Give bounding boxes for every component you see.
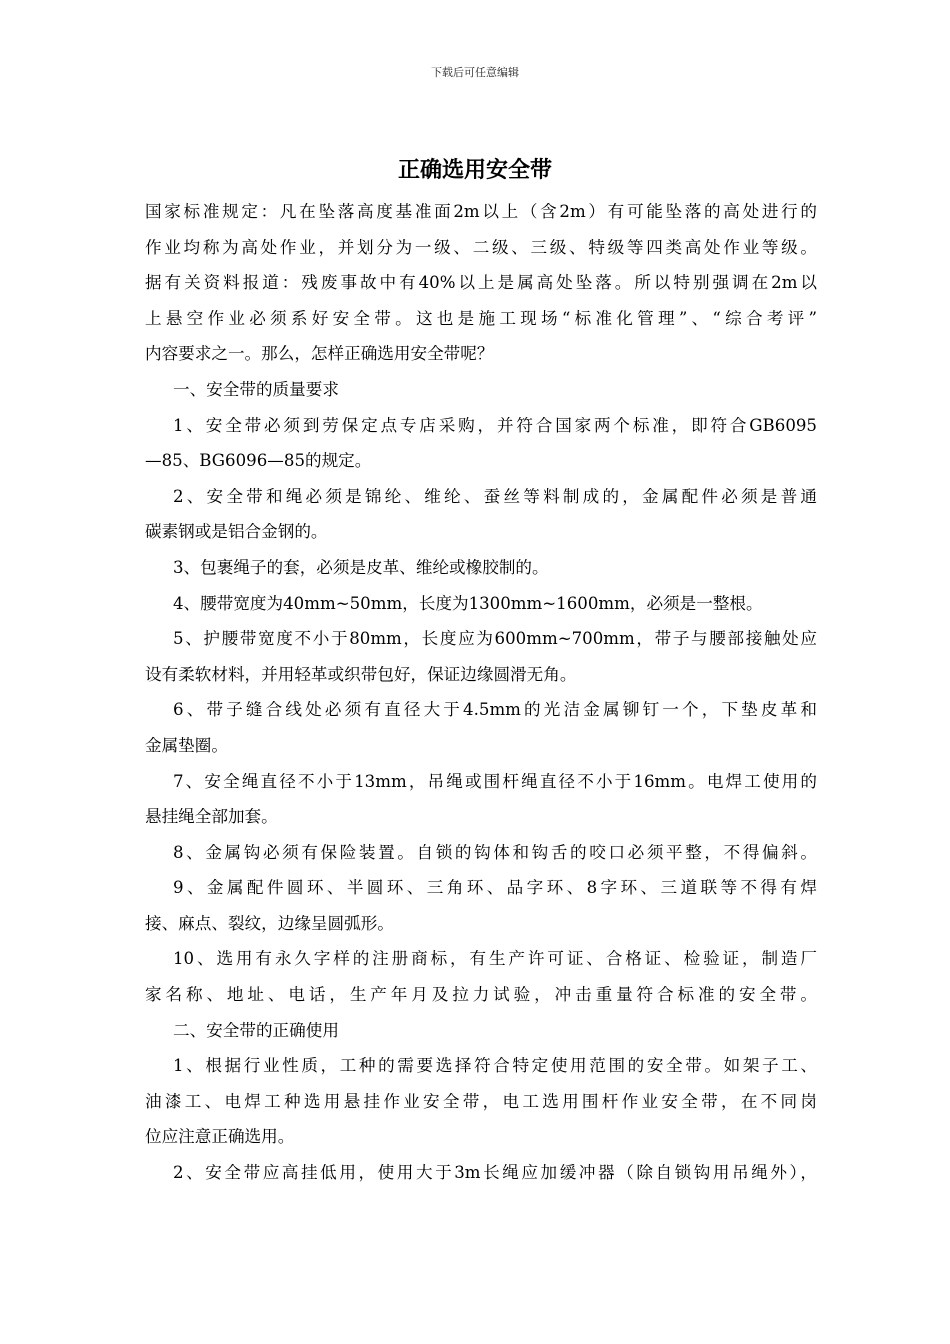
paragraph-line: 10、选用有永久字样的注册商标，有生产许可证、合格证、检验证，制造厂 xyxy=(173,949,817,969)
paragraph-line: 据有关资料报道：残废事故中有40%以上是属高处坠落。所以特别强调在2m以 xyxy=(145,273,817,293)
paragraph-line: 接、麻点、裂纹，边缘呈圆弧形。 xyxy=(145,913,394,933)
paragraph-line: 9、金属配件圆环、半圆环、三角环、品字环、8字环、三道联等不得有焊 xyxy=(173,878,817,898)
section-heading: 二、安全带的正确使用 xyxy=(173,1020,339,1040)
paragraph-line: 2、安全带应高挂低用，使用大于3m长绳应加缓冲器（除自锁钩用吊绳外）， xyxy=(173,1163,817,1183)
paragraph-line: 7、安全绳直径不小于13mm，吊绳或围杆绳直径不小于16mm。电焊工使用的 xyxy=(173,771,817,791)
paragraph-line: 金属垫圈。 xyxy=(145,735,228,755)
section-heading: 一、安全带的质量要求 xyxy=(173,379,339,399)
paragraph-line: 3、包裹绳子的套，必须是皮革、维纶或橡胶制的。 xyxy=(173,557,549,577)
paragraph-line: 作业均称为高处作业，并划分为一级、二级、三级、特级等四类高处作业等级。 xyxy=(145,237,817,257)
paragraph-line: 1、安全带必须到劳保定点专店采购，并符合国家两个标准，即符合GB6095 xyxy=(173,415,817,435)
paragraph-line: 油漆工、电焊工种选用悬挂作业安全带，电工选用围杆作业安全带，在不同岗 xyxy=(145,1091,817,1111)
paragraph-line: 家名称、地址、电话，生产年月及拉力试验，冲击重量符合标准的安全带。 xyxy=(145,985,817,1005)
page-title: 正确选用安全带 xyxy=(397,158,552,183)
paragraph-line: 8、金属钩必须有保险装置。自锁的钩体和钩舌的咬口必须平整，不得偏斜。 xyxy=(173,842,817,862)
paragraph-line: 设有柔软材料，并用轻革或织带包好，保证边缘圆滑无角。 xyxy=(145,664,577,684)
paragraph-line: 1、根据行业性质，工种的需要选择符合特定使用范围的安全带。如架子工、 xyxy=(173,1056,817,1076)
paragraph-line: 国家标准规定：凡在坠落高度基准面2m以上（含2m）有可能坠落的高处进行的 xyxy=(145,202,817,221)
paragraph-line: 碳素钢或是铝合金钢的。 xyxy=(145,522,328,542)
paragraph-line: 悬挂绳全部加套。 xyxy=(145,807,278,827)
paragraph-line: 2、安全带和绳必须是锦纶、维纶、蚕丝等料制成的，金属配件必须是普通 xyxy=(173,486,817,506)
paragraph-line: 内容要求之一。那么，怎样正确选用安全带呢？ xyxy=(145,344,494,364)
paragraph-line: 6、带子缝合线处必须有直径大于4.5mm的光洁金属铆钉一个，下垫皮革和 xyxy=(173,700,817,720)
paragraph-line: 4、腰带宽度为40mm~50mm，长度为1300mm~1600mm，必须是一整根。 xyxy=(173,593,763,613)
paragraph-line: 上悬空作业必须系好安全带。这也是施工现场“标准化管理”、“综合考评” xyxy=(145,308,817,328)
paragraph-line: —85、BG6096—85的规定。 xyxy=(145,451,372,471)
paragraph-line: 5、护腰带宽度不小于80mm，长度应为600mm~700mm，带子与腰部接触处应 xyxy=(173,629,817,649)
document-body xyxy=(145,194,817,1191)
header-note: 下载后可任意编辑 xyxy=(431,66,519,79)
paragraph-line: 位应注意正确选用。 xyxy=(145,1127,295,1147)
